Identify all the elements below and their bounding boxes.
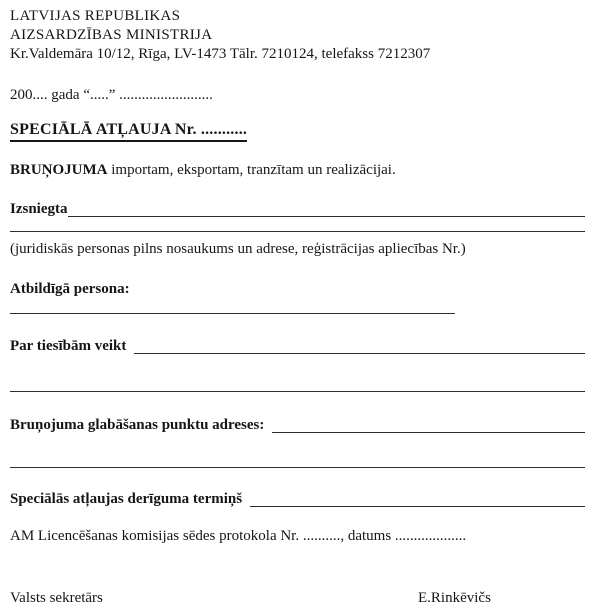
date-blank-line: 200.... gada “.....” ......................... <box>10 87 213 103</box>
storage-second-line <box>10 467 585 468</box>
permit-title-row <box>10 121 585 142</box>
validity-field-row <box>10 491 585 508</box>
org-address: Kr.Valdemāra 10/12, Rīga, LV-1473 Tālr. 7210124, telefakss 7212307 <box>10 46 431 62</box>
subject-rest: importam, eksportam, tranzītam un realizācijai. <box>107 162 396 178</box>
permit-title: SPECIĀLĀ ATĻAUJA Nr. ........... <box>10 121 247 142</box>
responsible-fill-line <box>10 313 455 314</box>
storage-label: Bruņojuma glabāšanas punktu adreses: <box>10 417 265 433</box>
issued-fill-line <box>68 202 586 217</box>
issued-label: Izsniegta <box>10 201 68 217</box>
rights-label: Par tiesībām veikt <box>10 338 127 354</box>
signatory-title: Valsts sekretārs <box>10 590 103 606</box>
validity-label: Speciālās atļaujas derīguma termiņš <box>10 491 243 507</box>
rights-field-row <box>10 338 585 355</box>
subject-line <box>10 162 585 179</box>
issued-second-line <box>10 231 585 232</box>
validity-fill-line <box>250 492 585 507</box>
org-name-line-1: LATVIJAS REPUBLIKAS <box>10 8 181 24</box>
org-name-line-2: AIZSARDZĪBAS MINISTRIJA <box>10 27 213 43</box>
responsible-person-label: Atbildīgā persona: <box>10 281 130 297</box>
signatory-name: E.Rinkēvičs <box>418 590 491 606</box>
issued-caption: (juridiskās personas pilns nosaukums un adrese, reģistrācijas apliecības Nr.) <box>10 241 466 257</box>
subject-emphasis: BRUŅOJUMA <box>10 162 108 178</box>
protocol-line: AM Licencēšanas komisijas sēdes protokola Nr. .........., datums ................... <box>10 528 467 544</box>
rights-fill-line <box>134 339 585 354</box>
rights-second-line <box>10 391 585 392</box>
storage-field-row <box>10 417 585 434</box>
signature-row <box>10 590 585 607</box>
storage-fill-line <box>272 418 585 433</box>
issued-field-row <box>10 201 585 218</box>
